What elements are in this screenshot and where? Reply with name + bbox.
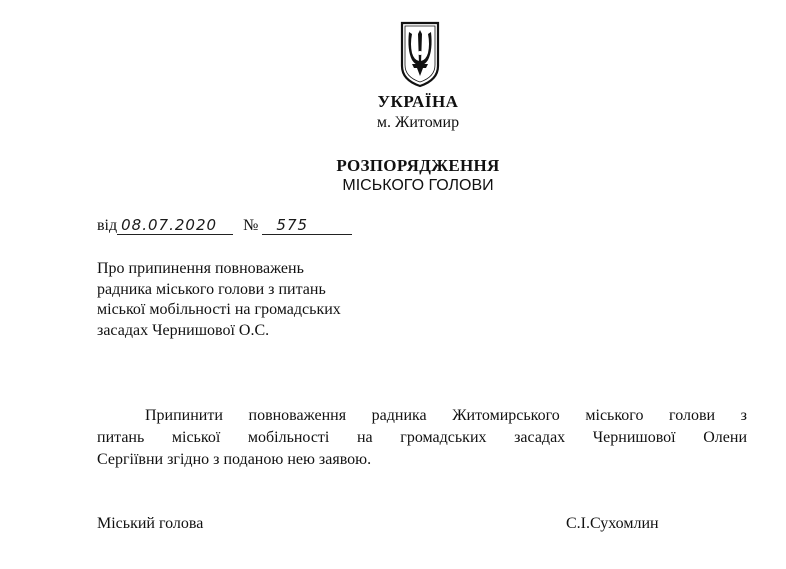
date-number-row — [97, 216, 352, 235]
body-line: питань міської мобільності на громадських засадах Чернишової Олени — [97, 429, 747, 446]
subject-line: Про припинення повноважень — [97, 260, 304, 277]
date-value: 08.07.2020 — [117, 216, 233, 235]
document-issuer: МІСЬКОГО ГОЛОВИ — [342, 177, 494, 194]
country-name: УКРАЇНА — [377, 92, 459, 111]
subject-line: засадах Чернишової О.С. — [97, 321, 270, 339]
signatory-title: Міський голова — [97, 515, 204, 532]
body-line: Сергіївни згідно з поданою нею заявою. — [97, 451, 372, 468]
subject-block — [97, 259, 427, 341]
date-label: від — [97, 217, 118, 234]
coat-of-arms-icon — [399, 20, 441, 88]
order-body — [97, 405, 747, 471]
body-line: Припинити повноваження радника Житомирського міського голови з — [145, 407, 747, 424]
subject-line: міської мобільності на громадських — [97, 301, 341, 318]
document-type: РОЗПОРЯДЖЕННЯ — [336, 156, 500, 175]
subject-line: радника міського голови з питань — [97, 280, 326, 298]
city-name: м. Житомир — [376, 114, 460, 131]
number-value: 575 — [262, 216, 352, 235]
number-label: № — [243, 217, 259, 234]
signatory-name: С.І.Сухомлин — [566, 515, 659, 532]
